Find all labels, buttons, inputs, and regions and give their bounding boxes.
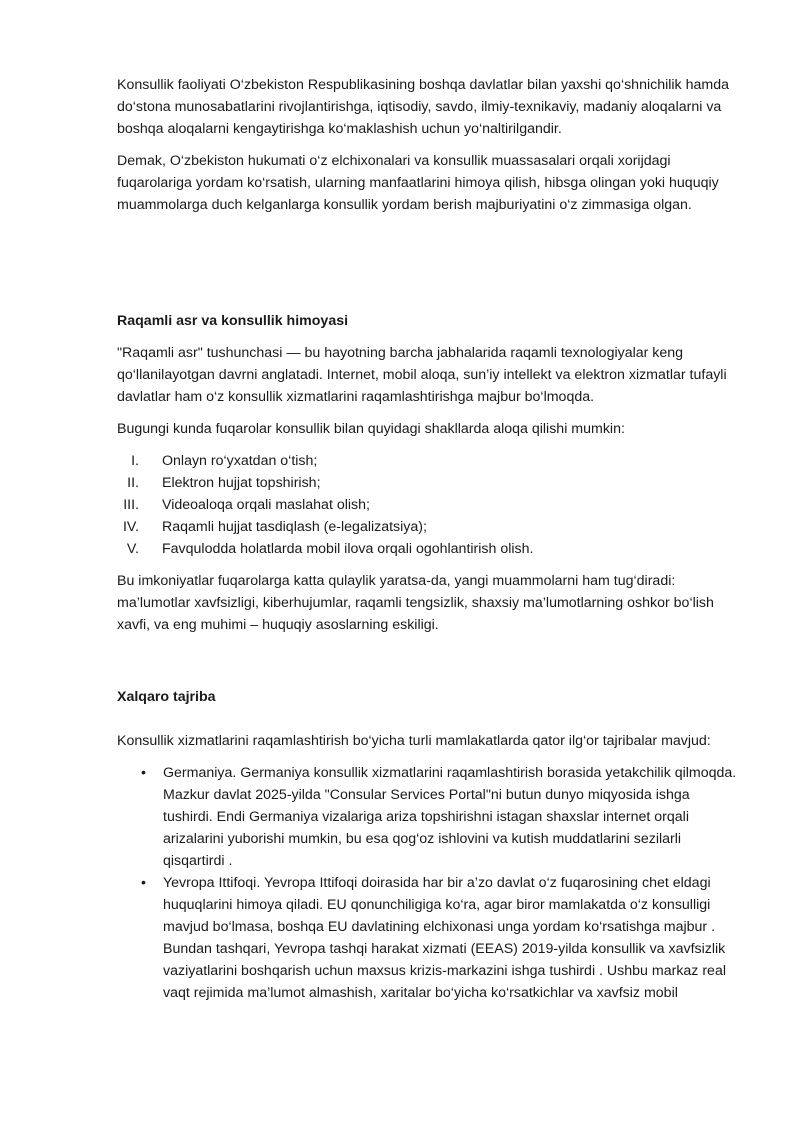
list-item-number: IV. <box>122 519 139 535</box>
list-item <box>117 494 742 516</box>
bullet-text: Germaniya. Germaniya konsullik xizmatlarini raqamlashtirish borasida yetakchilik qilmoqda. Mazkur davlat 2025-yilda "Consular Services Portal"ni butun dunyo miqyosida ishga tushirdi. Endi Germaniya vizalariga ariza topshirishni istagan shaxslar internet orqali arizalarini yuborishi mumkin, bu esa qog‘oz ishlovini va kutish muddatlarini sezilarli qisqartirdi . <box>163 765 737 869</box>
bullet-icon: • <box>141 875 146 891</box>
list-item <box>117 516 742 538</box>
section-heading-digital: Raqamli asr va konsullik himoyasi <box>117 313 349 329</box>
list-item-number: V. <box>126 541 139 557</box>
roman-numbered-list <box>117 450 742 560</box>
list-item <box>117 538 742 560</box>
intro-paragraph-2: Demak, O‘zbekiston hukumati o‘z elchixonalari va konsullik muassasalari orqali xorijdagi fuqarolariga yordam ko‘rsatish, ularning manfaatlarini himoya qilish, hibsga olingan yoki huquqiy muammolarga duch kelganlarga konsullik yordam berish majburiyatini o‘z zimmasiga olgan. <box>117 153 719 213</box>
list-item-text: Favqulodda holatlarda mobil ilova orqali ogohlantirish olish. <box>162 541 534 557</box>
bullet-list <box>117 762 742 1004</box>
list-item <box>117 472 742 494</box>
list-item-text: Videoaloqa orqali maslahat olish; <box>162 497 370 513</box>
list-item <box>117 872 742 1004</box>
list-item-text: Onlayn ro‘yxatdan o‘tish; <box>162 453 318 469</box>
digital-paragraph-1: "Raqamli asr" tushunchasi — bu hayotning barcha jabhalarida raqamli texnologiyalar keng qo‘llanilayotgan davrni anglatadi. Internet, mobil aloqa, sun’iy intellekt va elektron xizmatlar tufayli davlatlar ham o‘z konsullik xizmatlarini raqamlashtirishga majbur bo‘lmoqda. <box>117 345 727 405</box>
international-intro-paragraph: Konsullik xizmatlarini raqamlashtirish bo‘yicha turli mamlakatlarda qator ilg‘or tajribalar mavjud: <box>117 733 711 749</box>
section-heading-international: Xalqaro tajriba <box>117 689 216 705</box>
list-item-number: I. <box>131 453 139 469</box>
intro-paragraph-1: Konsullik faoliyati O‘zbekiston Respublikasining boshqa davlatlar bilan yaxshi qo‘shnichilik hamda do‘stona munosabatlarini rivojlantirishga, iqtisodiy, savdo, ilmiy-texnikaviy, madaniy aloqalarni va boshqa aloqalarni kengaytirishga ko‘maklashish uchun yo‘naltirilgandir. <box>117 77 729 137</box>
list-item <box>117 450 742 472</box>
list-item-number: II. <box>127 475 139 491</box>
list-item <box>117 762 742 872</box>
list-item-number: III. <box>123 497 139 513</box>
list-item-text: Elektron hujjat topshirish; <box>162 475 321 491</box>
bullet-text: Yevropa Ittifoqi. Yevropa Ittifoqi doirasida har bir a’zo davlat o‘z fuqarosining chet eldagi huquqlarini himoya qiladi. EU qonunchiligiga ko‘ra, agar biror mamlakatda o‘z konsulligi mavjud bo‘lmasa, boshqa EU davlatining elchixonasi unga yordam ko‘rsatishga majbur . Bundan tashqari, Yevropa tashqi harakat xizmati (EEAS) 2019-yilda konsullik va xavfsizlik vaziyatlarini boshqarish uchun maxsus krizis-markazini ishga tushirdi . Ushbu markaz real vaqt rejimida ma’lumot almashish, xaritalar bo‘yicha ko‘rsatkichlar va xavfsiz mobil <box>163 875 726 1001</box>
digital-paragraph-2: Bugungi kunda fuqarolar konsullik bilan quyidagi shakllarda aloqa qilishi mumkin: <box>117 421 625 437</box>
list-item-text: Raqamli hujjat tasdiqlash (e-legalizatsiya); <box>162 519 427 535</box>
bullet-icon: • <box>141 765 146 781</box>
digital-paragraph-3: Bu imkoniyatlar fuqarolarga katta qulaylik yaratsa-da, yangi muammolarni ham tug‘diradi: ma’lumotlar xavfsizligi, kiberhujumlar, raqamli tengsizlik, shaxsiy ma’lumotlarning oshkor bo‘lish xavfi, va eng muhimi – huquqiy asoslarning eskiligi. <box>117 573 714 633</box>
